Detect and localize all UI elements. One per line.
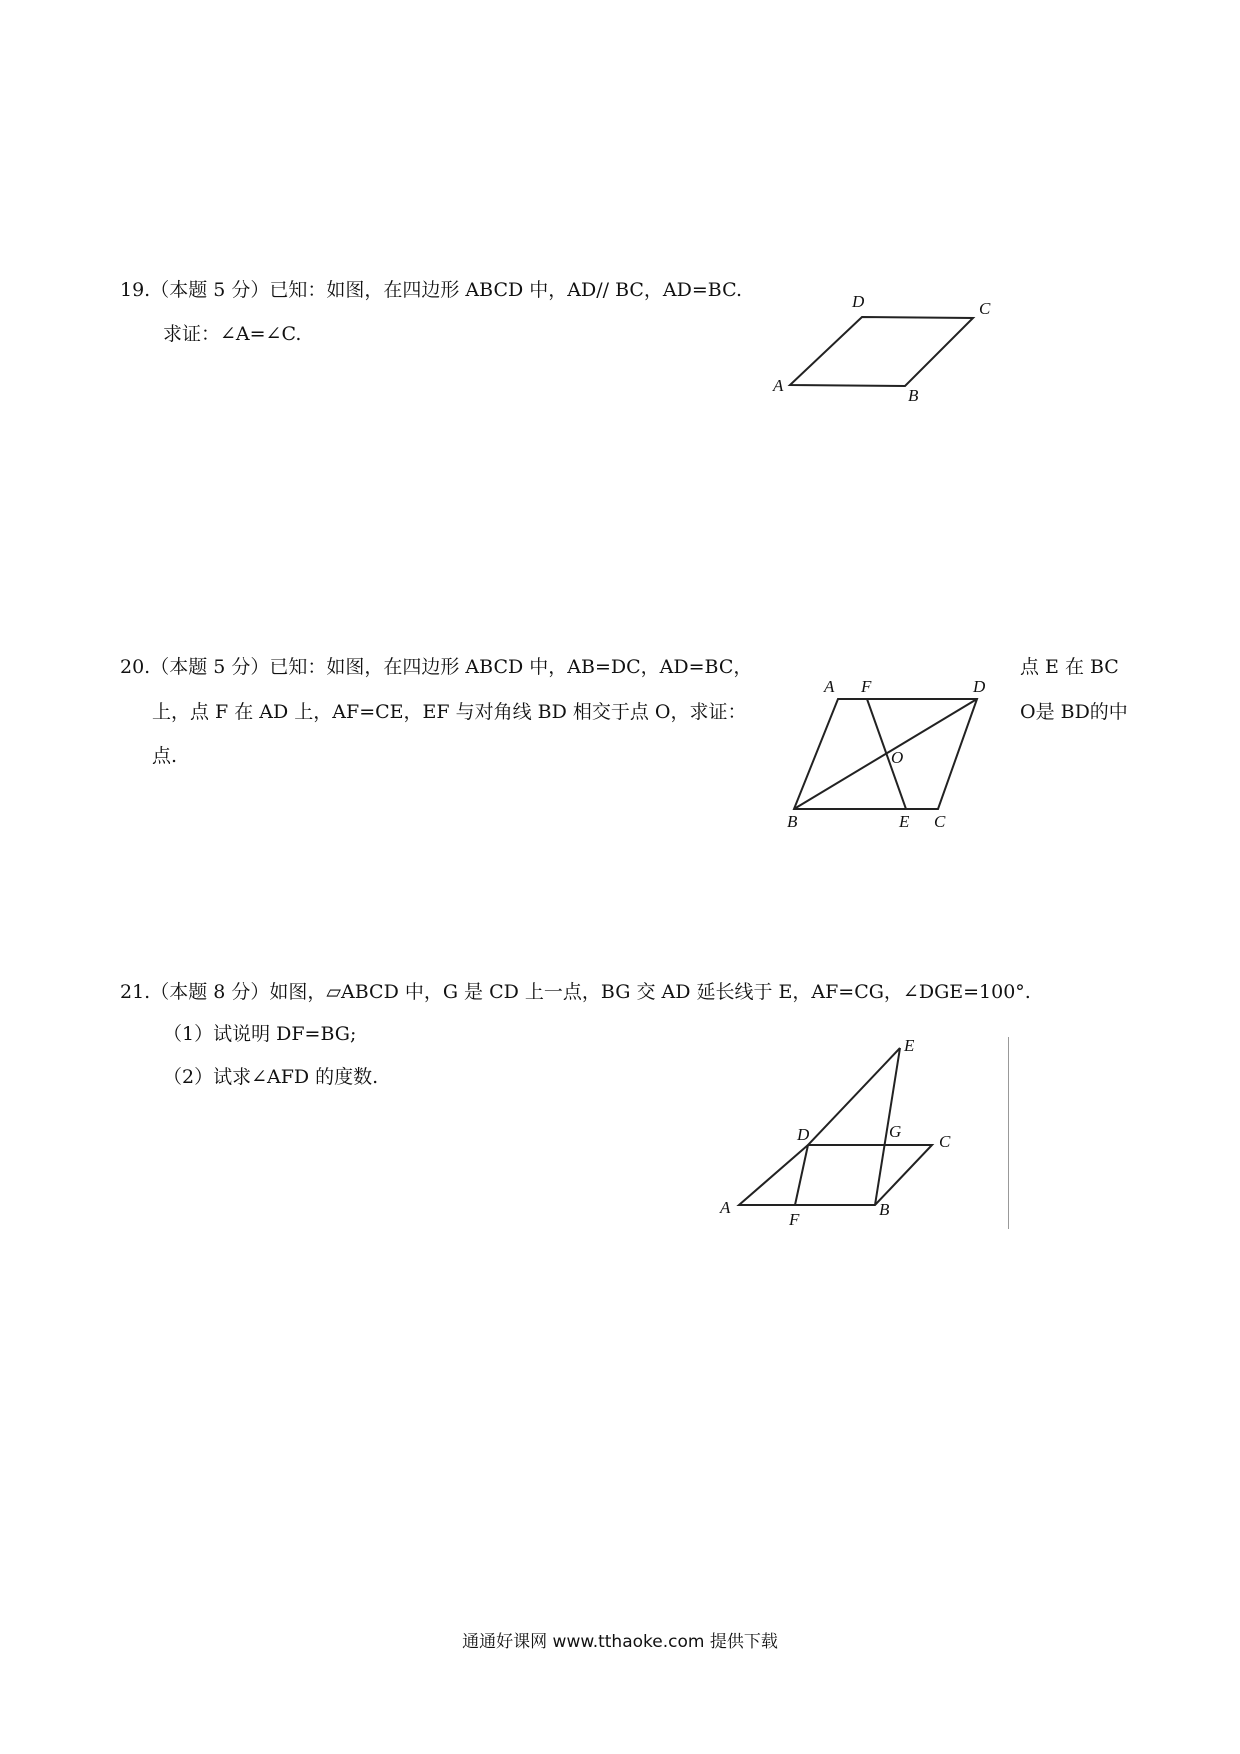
q21-parallelogram-figure [720, 1035, 980, 1235]
page-footer: 通通好课网 www.tthaoke.com 提供下载 [462, 1632, 778, 1652]
q20-stem-1: 20.（本题 5 分）已知：如图，在四边形 ABCD 中，AB=DC，AD=BC， [120, 656, 753, 678]
q21-label-e: E [904, 1036, 915, 1055]
q19-label-c: C [979, 299, 991, 318]
q21-label-d: D [797, 1125, 810, 1144]
q20-label-o: O [891, 748, 904, 767]
q20-stem-2-right: O是 BD的中 [1020, 701, 1128, 723]
q20-label-c: C [934, 812, 946, 831]
q20-label-d: D [973, 677, 986, 696]
q21-label-a: A [720, 1198, 731, 1217]
q19-parallelogram [790, 317, 973, 386]
q21-part-1: （1）试说明 DF=BG; [163, 1023, 357, 1045]
q19-label-a: A [773, 376, 784, 395]
q21-stem: 21.（本题 8 分）如图，▱ABCD 中，G 是 CD 上一点，BG 交 AD 延长线于 E，AF=CG，∠DGE=100°. [120, 981, 1031, 1003]
q20-label-b: B [787, 812, 798, 831]
q21-label-b: B [879, 1200, 890, 1219]
q21-label-c: C [939, 1132, 951, 1151]
q20-stem-2: 上，点 F 在 AD 上，AF=CE，EF 与对角线 BD 相交于点 O，求证： [152, 701, 747, 723]
q19-stem: 19.（本题 5 分）已知：如图，在四边形 ABCD 中，AD// BC，AD=BC. [120, 279, 743, 301]
q20-label-a: A [824, 677, 835, 696]
q19-label-d: D [852, 292, 865, 311]
q21-label-g: G [889, 1122, 902, 1141]
q20-stem-1-right: 点 E 在 BC [1020, 656, 1119, 678]
q19-prove: 求证：∠A=∠C. [163, 323, 302, 345]
q21-label-f: F [789, 1210, 800, 1229]
q20-stem-3: 点. [152, 745, 178, 767]
q20-quadrilateral-figure [780, 675, 1020, 835]
vertical-divider [1008, 1037, 1009, 1229]
q20-label-e: E [899, 812, 910, 831]
q20-label-f: F [861, 677, 872, 696]
q19-label-b: B [908, 386, 919, 405]
q19-parallelogram-figure [770, 290, 1010, 420]
q21-part-2: （2）试求∠AFD 的度数. [163, 1066, 379, 1088]
q21-parallelogram [739, 1145, 932, 1205]
